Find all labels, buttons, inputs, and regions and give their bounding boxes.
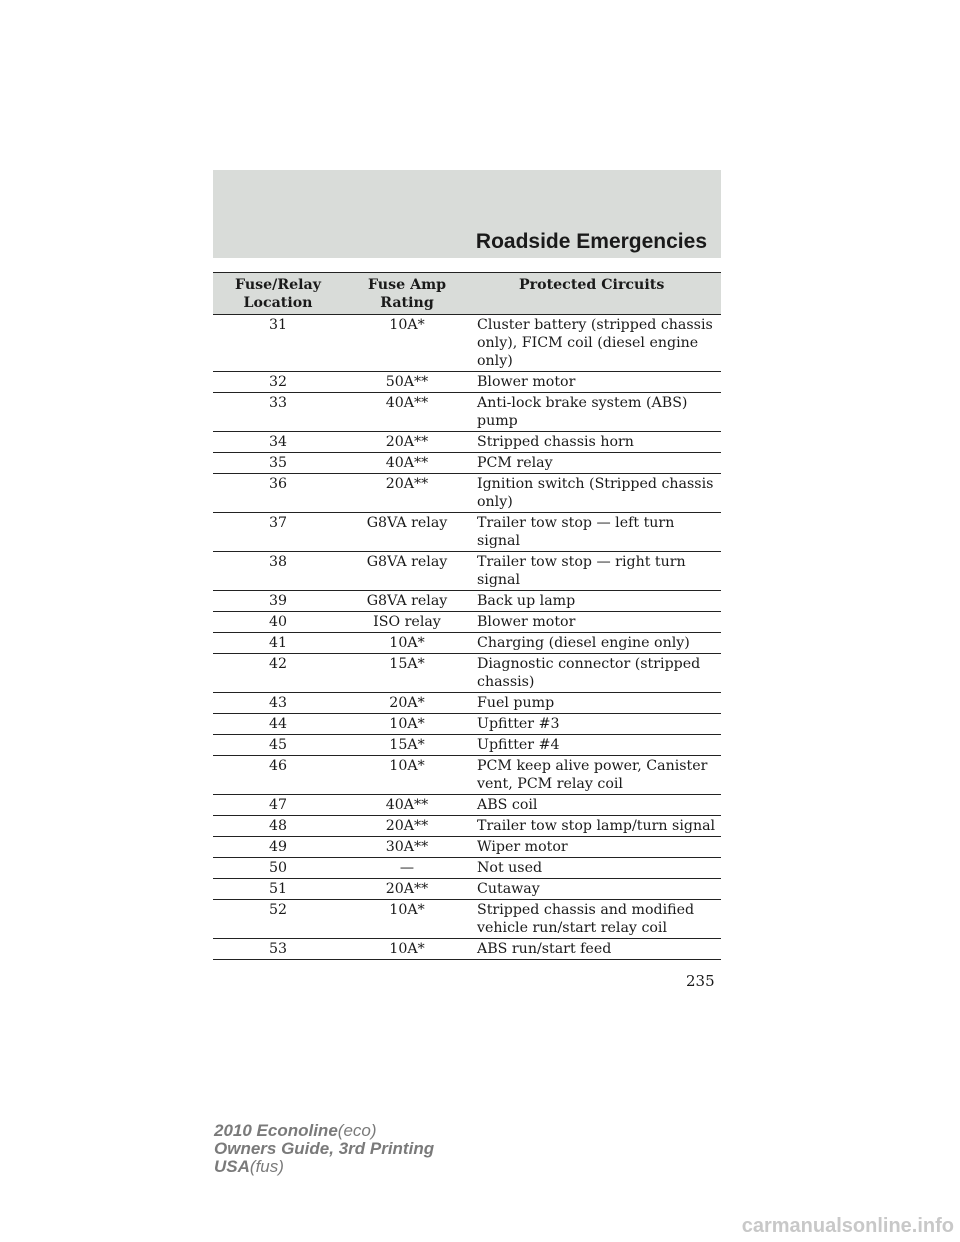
- cell-amp-rating: 40A**: [343, 453, 471, 474]
- cell-protected-circuits: Not used: [471, 858, 721, 879]
- cell-amp-rating: 20A**: [343, 432, 471, 453]
- cell-amp-rating: G8VA relay: [343, 513, 471, 552]
- cell-protected-circuits: Stripped chassis horn: [471, 432, 721, 453]
- footer-line-2: Owners Guide, 3rd Printing: [214, 1139, 435, 1158]
- table-row: [213, 879, 721, 900]
- table-row: [213, 432, 721, 453]
- table-row: [213, 372, 721, 393]
- cell-location: 45: [213, 735, 343, 756]
- header-location-line1: Fuse/Relay: [235, 277, 321, 293]
- cell-amp-rating: 20A**: [343, 879, 471, 900]
- cell-location: 40: [213, 612, 343, 633]
- cell-location: 53: [213, 939, 343, 960]
- cell-amp-rating: 15A*: [343, 735, 471, 756]
- cell-protected-circuits: Fuel pump: [471, 693, 721, 714]
- cell-protected-circuits: Ignition switch (Stripped chassis only): [471, 474, 721, 513]
- footer-model: 2010 Econoline: [214, 1121, 338, 1140]
- table-row: [213, 633, 721, 654]
- cell-location: 44: [213, 714, 343, 735]
- cell-amp-rating: ISO relay: [343, 612, 471, 633]
- cell-location: 48: [213, 816, 343, 837]
- cell-location: 50: [213, 858, 343, 879]
- table-row: [213, 900, 721, 939]
- cell-protected-circuits: Back up lamp: [471, 591, 721, 612]
- cell-protected-circuits: Upfitter #4: [471, 735, 721, 756]
- cell-amp-rating: 20A*: [343, 693, 471, 714]
- cell-protected-circuits: Cluster battery (stripped chassis only), FICM coil (diesel engine only): [471, 315, 721, 372]
- header-circuits-label: Protected Circuits: [519, 277, 665, 293]
- cell-protected-circuits: Wiper motor: [471, 837, 721, 858]
- cell-protected-circuits: ABS run/start feed: [471, 939, 721, 960]
- cell-protected-circuits: Trailer tow stop — right turn signal: [471, 552, 721, 591]
- cell-location: 39: [213, 591, 343, 612]
- header-location: [213, 273, 343, 315]
- watermark: carmanualsonline.info: [741, 1215, 954, 1237]
- cell-amp-rating: 30A**: [343, 837, 471, 858]
- table-row: [213, 858, 721, 879]
- fuse-table-header: [213, 273, 721, 315]
- cell-amp-rating: 10A*: [343, 756, 471, 795]
- cell-protected-circuits: PCM keep alive power, Canister vent, PCM relay coil: [471, 756, 721, 795]
- cell-amp-rating: 10A*: [343, 714, 471, 735]
- footer-model-code: (eco): [337, 1121, 377, 1140]
- footer-market-code: (fus): [249, 1157, 284, 1176]
- cell-location: 38: [213, 552, 343, 591]
- cell-amp-rating: 40A**: [343, 795, 471, 816]
- cell-protected-circuits: Stripped chassis and modified vehicle run/start relay coil: [471, 900, 721, 939]
- header-amp-line1: Fuse Amp: [367, 277, 447, 293]
- cell-amp-rating: 20A**: [343, 816, 471, 837]
- footer-market: USA: [214, 1157, 250, 1176]
- cell-location: 47: [213, 795, 343, 816]
- table-row: [213, 735, 721, 756]
- header-row: [213, 273, 721, 315]
- table-row: [213, 315, 721, 372]
- cell-amp-rating: 10A*: [343, 633, 471, 654]
- footer-line-1: [214, 1122, 434, 1140]
- cell-amp-rating: 40A**: [343, 393, 471, 432]
- cell-location: 52: [213, 900, 343, 939]
- cell-amp-rating: 10A*: [343, 939, 471, 960]
- cell-protected-circuits: Trailer tow stop — left turn signal: [471, 513, 721, 552]
- cell-protected-circuits: ABS coil: [471, 795, 721, 816]
- cell-location: 33: [213, 393, 343, 432]
- cell-protected-circuits: Charging (diesel engine only): [471, 633, 721, 654]
- cell-amp-rating: 10A*: [343, 900, 471, 939]
- cell-amp-rating: —: [343, 858, 471, 879]
- table-row: [213, 393, 721, 432]
- cell-amp-rating: G8VA relay: [343, 552, 471, 591]
- table-row: [213, 693, 721, 714]
- header-location-line2: Location: [243, 295, 313, 311]
- cell-location: 31: [213, 315, 343, 372]
- table-row: [213, 837, 721, 858]
- section-header-band: [213, 170, 721, 258]
- cell-protected-circuits: Blower motor: [471, 372, 721, 393]
- table-row: [213, 591, 721, 612]
- cell-location: 37: [213, 513, 343, 552]
- table-row: [213, 453, 721, 474]
- cell-protected-circuits: Anti-lock brake system (ABS) pump: [471, 393, 721, 432]
- cell-protected-circuits: PCM relay: [471, 453, 721, 474]
- cell-amp-rating: 50A**: [343, 372, 471, 393]
- footer: [214, 1122, 434, 1176]
- cell-location: 35: [213, 453, 343, 474]
- footer-line-3: [214, 1158, 434, 1176]
- header-amp-rating: [343, 273, 471, 315]
- cell-location: 46: [213, 756, 343, 795]
- cell-location: 49: [213, 837, 343, 858]
- table-row: [213, 654, 721, 693]
- table-row: [213, 474, 721, 513]
- cell-amp-rating: 10A*: [343, 315, 471, 372]
- cell-amp-rating: 15A*: [343, 654, 471, 693]
- fuse-table: [213, 272, 721, 960]
- cell-amp-rating: 20A**: [343, 474, 471, 513]
- cell-protected-circuits: Diagnostic connector (stripped chassis): [471, 654, 721, 693]
- cell-protected-circuits: Cutaway: [471, 879, 721, 900]
- table-row: [213, 939, 721, 960]
- table-row: [213, 816, 721, 837]
- header-amp-line2: Rating: [380, 295, 434, 311]
- cell-protected-circuits: Blower motor: [471, 612, 721, 633]
- table-row: [213, 513, 721, 552]
- cell-location: 32: [213, 372, 343, 393]
- fuse-table-body: [213, 315, 721, 960]
- section-title: Roadside Emergencies: [475, 230, 707, 253]
- table-row: [213, 612, 721, 633]
- cell-location: 36: [213, 474, 343, 513]
- cell-location: 51: [213, 879, 343, 900]
- table-row: [213, 795, 721, 816]
- cell-protected-circuits: Trailer tow stop lamp/turn signal: [471, 816, 721, 837]
- cell-amp-rating: G8VA relay: [343, 591, 471, 612]
- table-row: [213, 756, 721, 795]
- page-number: 235: [686, 972, 715, 990]
- header-protected-circuits: [471, 273, 721, 315]
- cell-location: 34: [213, 432, 343, 453]
- cell-location: 43: [213, 693, 343, 714]
- table-row: [213, 714, 721, 735]
- cell-location: 42: [213, 654, 343, 693]
- table-row: [213, 552, 721, 591]
- cell-protected-circuits: Upfitter #3: [471, 714, 721, 735]
- cell-location: 41: [213, 633, 343, 654]
